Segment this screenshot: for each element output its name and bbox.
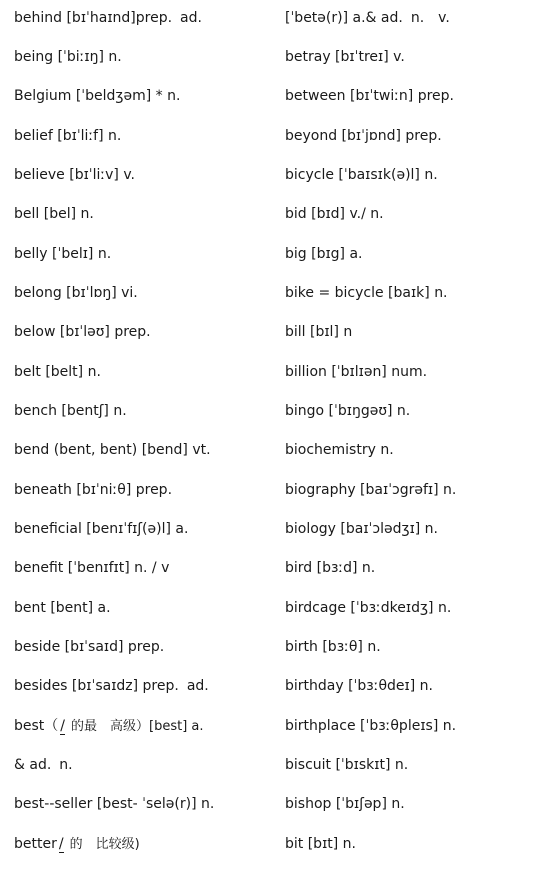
vocab-entry — [285, 8, 450, 28]
entry-text: best（ — [14, 718, 59, 734]
entry-text: beyond [bɪˈjɒnd] prep. — [285, 128, 442, 144]
fill-blank[interactable] — [60, 718, 65, 735]
vocab-entry — [285, 86, 458, 106]
entry-text: belong [bɪˈlɒŋ] vi. — [14, 285, 138, 301]
vocab-entry — [285, 244, 367, 264]
vocab-entry — [14, 440, 215, 460]
entry-text: betray [bɪˈtreɪ] v. — [285, 49, 405, 65]
entry-text: bicycle [ˈbaɪsɪk(ə)l] n. — [285, 167, 438, 183]
entry-text: bird [bɜːd] n. — [285, 560, 376, 576]
vocab-entry — [285, 637, 385, 657]
entry-text: bishop [ˈbɪʃəp] n. — [285, 796, 405, 812]
vocab-entry — [14, 8, 210, 28]
vocab-entry — [14, 165, 139, 185]
vocab-entry — [285, 283, 452, 303]
entry-text: bingo [ˈbɪŋgəʊ] n. — [285, 403, 411, 419]
vocab-entry — [14, 637, 168, 657]
entry-text: beside [bɪˈsaɪd] prep. — [14, 639, 165, 655]
entry-text: biochemistry n. — [285, 442, 394, 458]
entry-text-cn: 的 比较级) — [69, 837, 140, 852]
entry-text: big [bɪg] a. — [285, 246, 363, 262]
vocab-entry — [285, 716, 460, 736]
entry-text: believe [bɪˈliːv] v. — [14, 167, 135, 183]
slash-divider: / — [60, 718, 66, 734]
vocab-entry — [14, 794, 218, 814]
vocab-entry — [14, 519, 192, 539]
vocab-entry — [14, 283, 142, 303]
vocab-entry — [285, 558, 379, 578]
entry-pos-label: n. — [410, 10, 425, 26]
entry-text: belt [belt] n. — [14, 364, 101, 380]
entry-text: belief [bɪˈliːf] n. — [14, 128, 122, 144]
vocab-entry — [285, 165, 442, 185]
vocab-entry — [285, 322, 356, 342]
vocab-entry — [14, 480, 176, 500]
entry-text: birthday [ˈbɜːθdeɪ] n. — [285, 678, 433, 694]
entry-pos-label: v. — [438, 10, 450, 26]
vocab-entry — [285, 519, 442, 539]
vocab-entry — [285, 204, 388, 224]
entry-text: bill [bɪl] n — [285, 324, 353, 340]
vocab-entry — [285, 362, 431, 382]
entry-text: birthplace [ˈbɜːθpleɪs] n. — [285, 718, 457, 734]
entry-text: beneficial [benɪˈfɪʃ(ə)l] a. — [14, 521, 189, 537]
vocab-entry — [14, 86, 184, 106]
entry-text: bent [bent] a. — [14, 600, 111, 616]
entry-pos-label: ad. — [186, 678, 209, 694]
vocab-entry — [14, 126, 125, 146]
entry-text: below [bɪˈləʊ] prep. — [14, 324, 151, 340]
entry-text: bit [bɪt] n. — [285, 836, 356, 852]
entry-text: biography [baɪˈɔgrəfɪ] n. — [285, 482, 457, 498]
entry-text: birth [bɜːθ] n. — [285, 639, 381, 655]
fill-blank[interactable] — [59, 836, 64, 853]
vocab-entry — [285, 440, 398, 460]
vocab-entry — [14, 204, 98, 224]
entry-text: biology [baɪˈɔlədʒɪ] n. — [285, 521, 439, 537]
entry-text: being [ˈbiːɪŋ] n. — [14, 49, 122, 65]
vocab-entry — [14, 558, 173, 578]
slash-divider: / — [58, 836, 64, 852]
vocab-entry — [285, 401, 414, 421]
entry-text-cn: 的最 高级）[best] a. — [71, 719, 204, 734]
entry-text: billion [ˈbɪlɪən] num. — [285, 364, 428, 380]
vocab-entry — [285, 598, 455, 618]
vocab-entry — [285, 47, 409, 67]
entry-text: bend (bent, bent) [bend] vt. — [14, 442, 211, 458]
entry-text: between [bɪˈtwiːn] prep. — [285, 88, 455, 104]
entry-text: [ˈbetə(r)] a.& ad. — [285, 10, 403, 26]
entry-text: bid [bɪd] v./ n. — [285, 206, 384, 222]
vocab-entry — [14, 598, 115, 618]
vocab-entry — [14, 676, 217, 696]
entry-text: behind [bɪˈhaɪnd]prep. — [14, 10, 173, 26]
entry-text: biscuit [ˈbɪskɪt] n. — [285, 757, 409, 773]
entry-text: better — [14, 836, 57, 852]
entry-text: best--seller [best- ˈselə(r)] n. — [14, 796, 215, 812]
entry-text: belly [ˈbelɪ] n. — [14, 246, 112, 262]
vocab-entry — [285, 480, 460, 500]
entry-text: birdcage [ˈbɜːdkeɪdʒ] n. — [285, 600, 452, 616]
entry-text: beneath [bɪˈniːθ] prep. — [14, 482, 173, 498]
vocab-entry — [14, 47, 126, 67]
vocab-entry — [14, 755, 81, 775]
vocab-entry — [14, 244, 115, 264]
entry-text: besides [bɪˈsaɪdz] prep. — [14, 678, 179, 694]
entry-text: & ad. — [14, 757, 52, 773]
vocab-entry — [285, 676, 437, 696]
vocab-entry — [285, 794, 409, 814]
vocab-entry — [285, 834, 360, 854]
entry-text: bike = bicycle [baɪk] n. — [285, 285, 448, 301]
vocab-entry — [14, 362, 105, 382]
vocab-entry — [14, 401, 131, 421]
entry-text: bench [bentʃ] n. — [14, 403, 127, 419]
vocab-entry — [14, 716, 204, 736]
entry-text: Belgium [ˈbeldʒəm] * n. — [14, 88, 181, 104]
entry-pos-label: ad. — [180, 10, 202, 26]
entry-text: benefit [ˈbenɪfɪt] n. / v — [14, 560, 170, 576]
vocab-entry — [14, 834, 140, 854]
vocab-entry — [285, 126, 446, 146]
vocab-entry — [14, 322, 155, 342]
entry-pos-label: n. — [59, 757, 73, 773]
vocab-entry — [285, 755, 412, 775]
entry-text: bell [bel] n. — [14, 206, 94, 222]
